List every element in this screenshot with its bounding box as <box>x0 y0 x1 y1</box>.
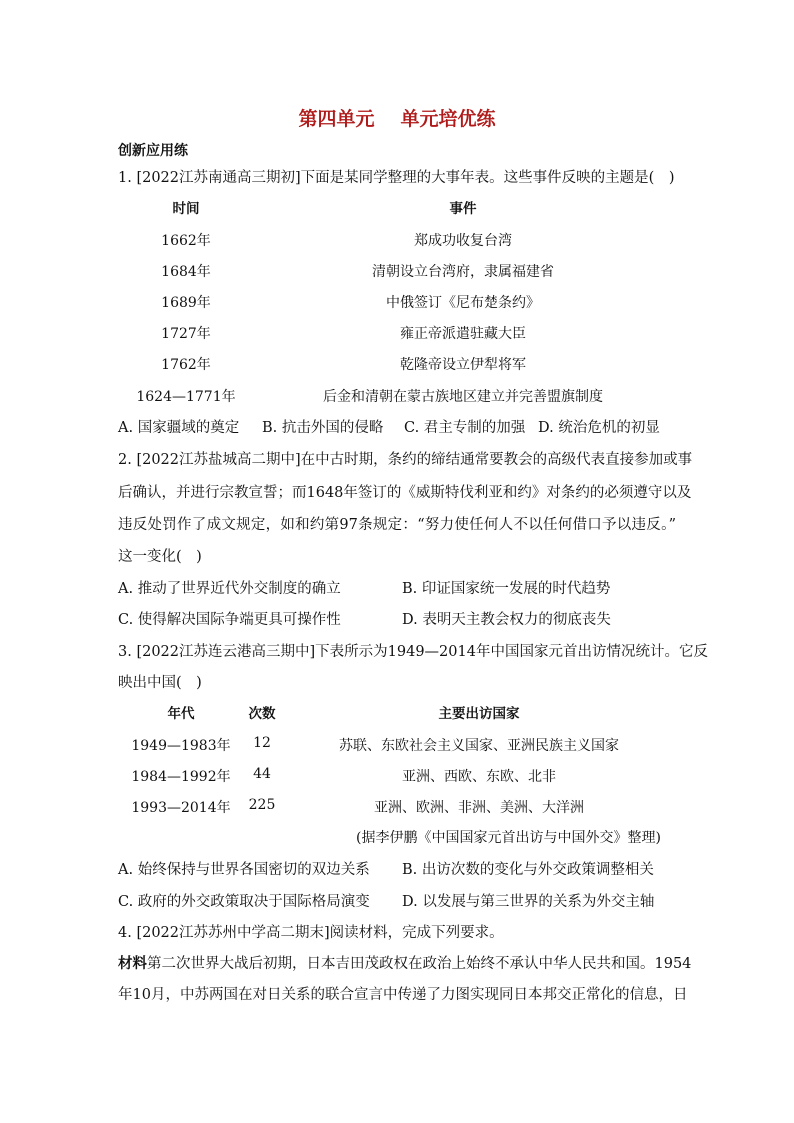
q2-line-1: 2. [2022江苏盐城高二期中]在中古时期，条约的缔结通常要教会的高级代表直接参加或事 <box>118 452 693 468</box>
q2-option-b: B. 印证国家统一发展的时代趋势 <box>402 581 611 597</box>
q3-source-note: (据李伊鹏《中国国家元首出访与中国外交》整理) <box>356 830 661 846</box>
q2-line-2: 后确认，并进行宗教宣誓；而1648年签订的《威斯特伐利亚和约》对条约的必须遵守以及 <box>118 485 692 501</box>
q3-row-1-countries: 苏联、东欧社会主义国家、亚洲民族主义国家 <box>339 738 619 754</box>
q1-row-6-time: 1624—1771年 <box>136 389 236 405</box>
q2-option-c: C. 使得解决国际争端更具可操作性 <box>118 612 341 628</box>
q3-row-2-countries: 亚洲、西欧、东欧、北非 <box>402 769 556 785</box>
q3-col-era: 年代 <box>167 706 195 722</box>
q3-option-a: A. 始终保持与世界各国密切的双边关系 <box>118 862 370 878</box>
q3-row-3-count: 225 <box>248 797 276 813</box>
q3-option-c: C. 政府的外交政策取决于国际格局演变 <box>118 894 370 910</box>
q3-row-1-era: 1949—1983年 <box>131 738 231 754</box>
q3-row-3-era: 1993—2014年 <box>131 800 231 816</box>
q2-option-d: D. 表明天主教会权力的彻底丧失 <box>402 612 611 628</box>
q3-option-d: D. 以发展与第三世界的关系为外交主轴 <box>402 894 655 910</box>
q1-row-4-time: 1727年 <box>161 326 211 342</box>
q3-col-count: 次数 <box>248 706 276 722</box>
q3-option-b: B. 出访次数的变化与外交政策调整相关 <box>402 862 654 878</box>
q1-row-3-time: 1689年 <box>161 295 211 311</box>
q4-material-line-2: 年10月，中苏两国在对日关系的联合宣言中传递了力图实现同日本邦交正常化的信息，日 <box>118 987 688 1003</box>
q1-row-6-event: 后金和清朝在蒙古族地区建立并完善盟旗制度 <box>323 389 603 405</box>
q1-col-event: 事件 <box>449 201 477 217</box>
section-heading: 创新应用练 <box>118 143 188 159</box>
q1-row-5-time: 1762年 <box>161 357 211 373</box>
q1-stem: 1. [2022江苏南通高三期初]下面是某同学整理的大事年表。这些事件反映的主题是( ) <box>118 170 675 186</box>
q1-row-3-event: 中俄签订《尼布楚条约》 <box>386 295 540 311</box>
q1-option-d: D. 统治危机的初显 <box>538 420 660 436</box>
q1-row-4-event: 雍正帝派遣驻藏大臣 <box>400 326 526 342</box>
q2-line-4: 这一变化( ) <box>118 549 202 565</box>
q1-row-5-event: 乾隆帝设立伊犁将军 <box>400 357 526 373</box>
q1-option-c: C. 君主专制的加强 <box>404 420 526 436</box>
q3-line-1: 3. [2022江苏连云港高三期中]下表所示为1949—2014年中国国家元首出访情况统计。它反 <box>118 644 708 660</box>
q1-option-b: B. 抗击外国的侵略 <box>262 420 384 436</box>
q4-material-text-1: 第二次世界大战后初期，日本吉田茂政权在政治上始终不承认中华人民共和国。1954 <box>147 956 692 972</box>
q4-material-line-1 <box>118 952 692 973</box>
page-title <box>0 104 794 131</box>
q2-line-3: 违反处罚作了成文规定，如和约第97条规定：“努力使任何人不以任何借口予以违反。” <box>118 517 676 533</box>
q3-row-3-countries: 亚洲、欧洲、非洲、美洲、大洋洲 <box>374 800 584 816</box>
q1-option-a: A. 国家疆域的奠定 <box>118 420 240 436</box>
q4-material-label: 材料 <box>118 956 147 972</box>
q3-row-1-count: 12 <box>253 735 271 751</box>
q1-row-2-event: 清朝设立台湾府，隶属福建省 <box>372 264 554 280</box>
q1-row-1-event: 郑成功收复台湾 <box>414 233 512 249</box>
q3-col-countries: 主要出访国家 <box>438 706 520 722</box>
q3-line-2: 映出中国( ) <box>118 675 202 691</box>
title-unit: 第四单元 <box>298 108 375 130</box>
q3-row-2-count: 44 <box>253 766 271 782</box>
q1-row-1-time: 1662年 <box>161 233 211 249</box>
q2-option-a: A. 推动了世界近代外交制度的确立 <box>118 581 341 597</box>
title-subject: 单元培优练 <box>400 108 496 130</box>
q1-row-2-time: 1684年 <box>161 264 211 280</box>
q3-row-2-era: 1984—1992年 <box>131 769 231 785</box>
q1-col-time: 时间 <box>172 201 200 217</box>
q4-stem: 4. [2022江苏苏州中学高二期末]阅读材料，完成下列要求。 <box>118 925 504 941</box>
